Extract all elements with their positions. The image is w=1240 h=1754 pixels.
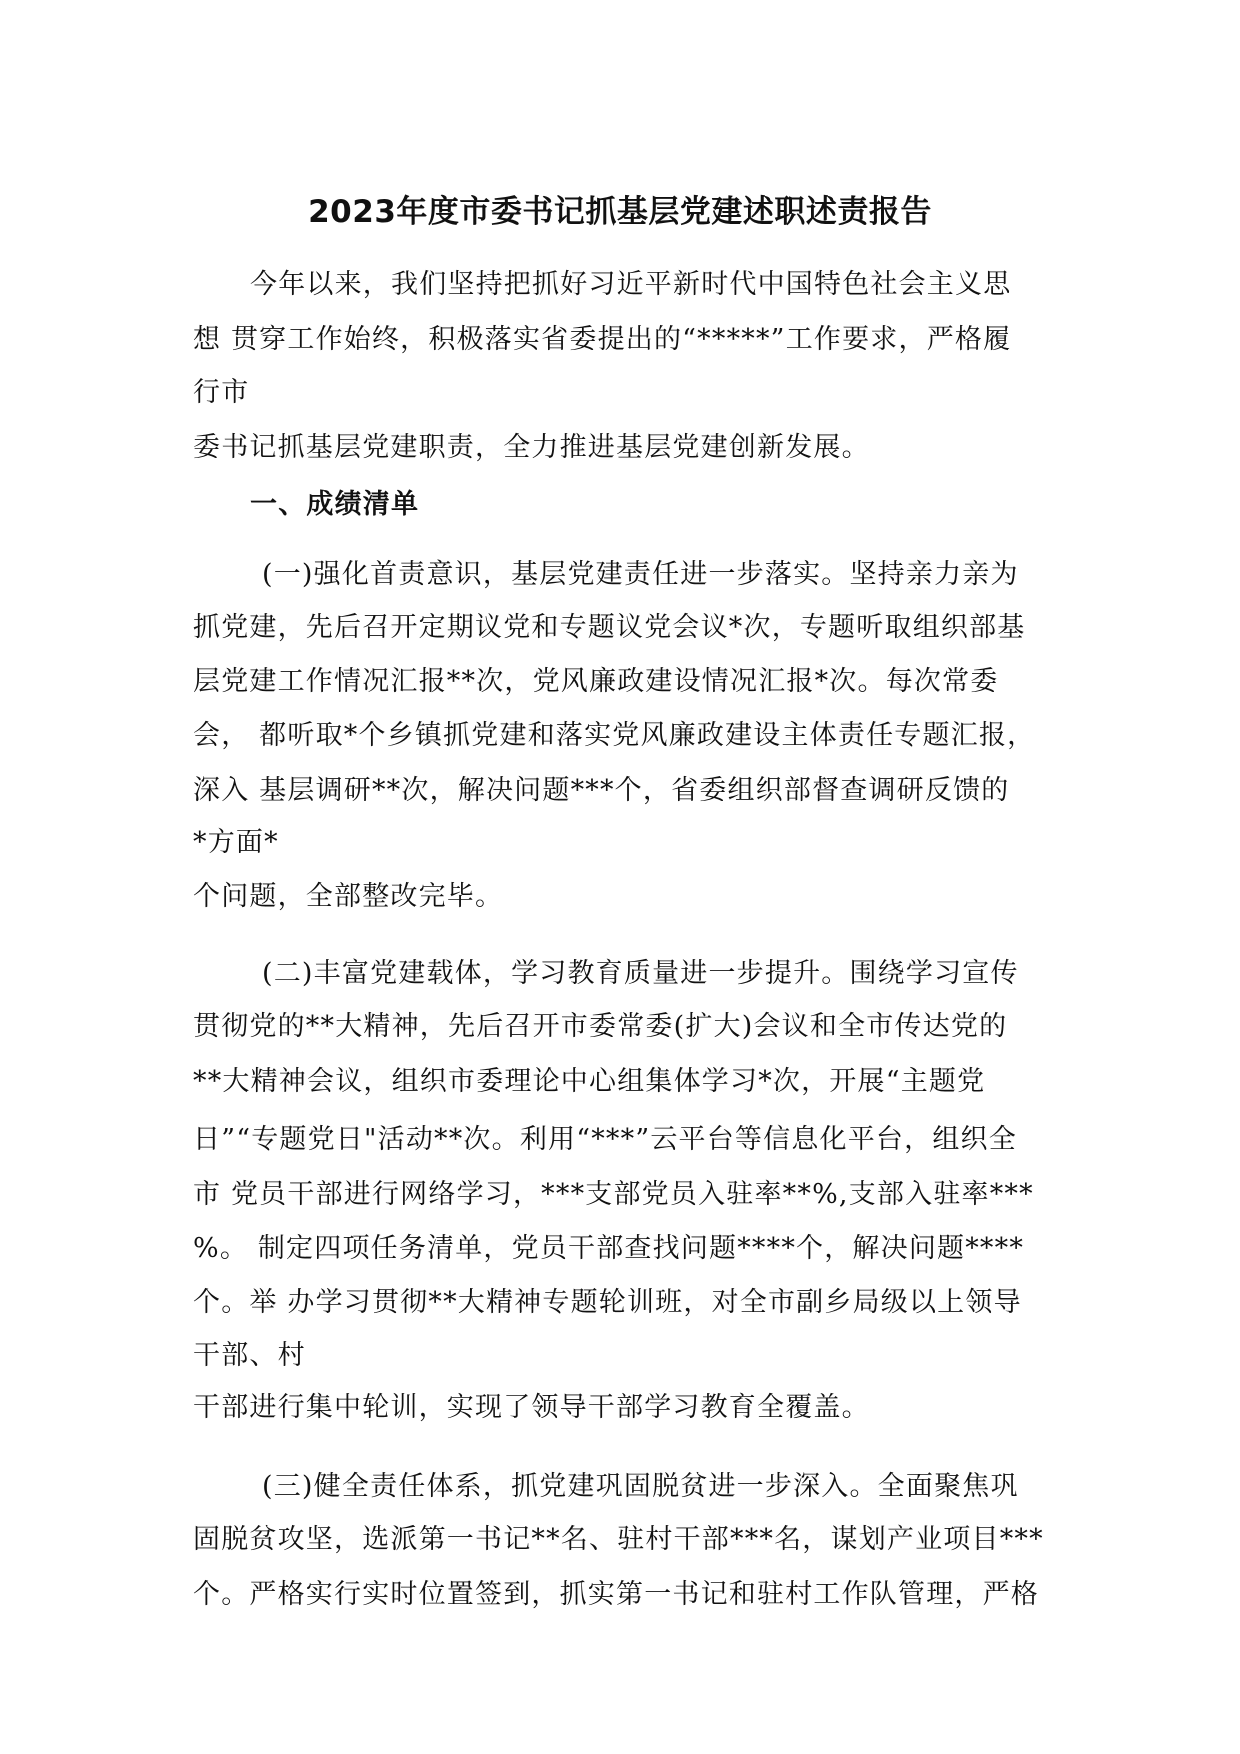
item2-line-5: 市 党员干部进行网络学习，***支部党员入驻率**%,支部入驻率*** [193,1179,1034,1210]
item1-line-6: *方面* [193,827,279,858]
document-title: 2023年度市委书记抓基层党建述职述责报告 [308,194,932,230]
item2-line-1: (二)丰富党建载体，学习教育质量进一步提升。围绕学习宣传 [262,958,1019,989]
intro-line-4: 委书记抓基层党建职责，全力推进基层党建创新发展。 [193,432,870,463]
item1-line-7: 个问题，全部整改完毕。 [193,881,504,912]
intro-line-1: 今年以来，我们坚持把抓好习近平新时代中国特色社会主义思 [250,269,1012,300]
item2-line-2: 贯彻党的**大精神，先后召开市委常委(扩大)会议和全市传达党的 [193,1011,1008,1042]
item1-line-5: 深入 基层调研**次，解决问题***个，省委组织部督查调研反馈的 [193,775,1010,806]
item3-line-1: (三)健全责任体系，抓党建巩固脱贫进一步深入。全面聚焦巩 [262,1471,1019,1502]
item1-line-2: 抓党建，先后召开定期议党和专题议党会议*次，专题听取组织部基 [193,612,1026,643]
item2-line-7: 个。举 办学习贯彻**大精神专题轮训班，对全市副乡局级以上领导 [193,1287,1022,1318]
item2-line-8: 干部、村 [193,1340,306,1371]
item1-line-4: 会， 都听取*个乡镇抓党建和落实党风廉政建设主体责任专题汇报， [193,720,1036,751]
item2-line-9: 干部进行集中轮训，实现了领导干部学习教育全覆盖。 [193,1392,870,1423]
intro-line-2: 想 贯穿工作始终，积极落实省委提出的“*****”工作要求，严格履 [193,324,1012,355]
item3-line-2: 固脱贫攻坚，选派第一书记**名、驻村干部***名，谋划产业项目*** [193,1524,1044,1555]
item1-line-3: 层党建工作情况汇报**次，党风廉政建设情况汇报*次。每次常委 [193,666,999,697]
item2-line-6: %。 制定四项任务清单，党员干部查找问题****个，解决问题**** [193,1233,1025,1264]
item3-line-3: 个。严格实行实时位置签到，抓实第一书记和驻村工作队管理，严格 [193,1579,1039,1610]
intro-line-3: 行市 [193,377,250,408]
section-heading: 一、成绩清单 [250,489,420,520]
item2-line-4: 日”“专题党日"活动**次。利用“***”云平台等信息化平台，组织全 [193,1124,1017,1155]
item1-line-1: (一)强化首责意识，基层党建责任进一步落实。坚持亲力亲为 [262,559,1019,590]
item2-line-3: **大精神会议，组织市委理论中心组集体学习*次，开展“主题党 [193,1066,986,1097]
